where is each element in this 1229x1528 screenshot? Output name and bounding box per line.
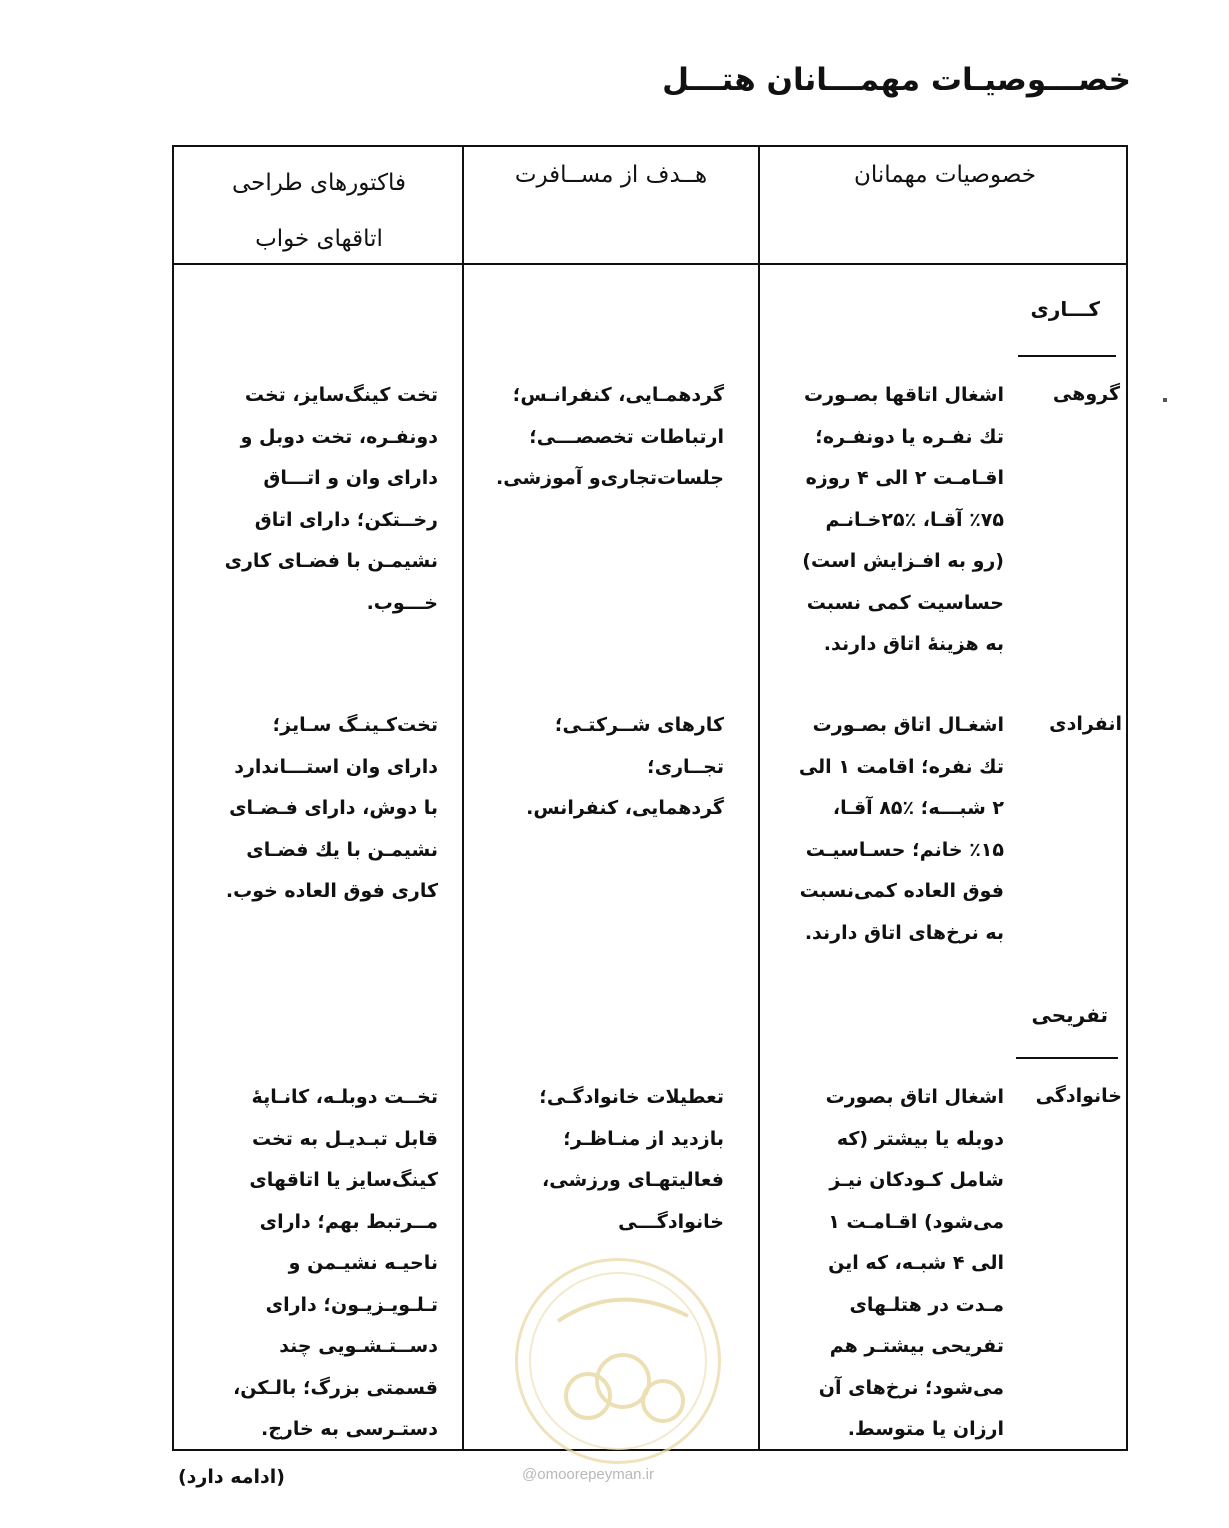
row-label-family: خانوادگی bbox=[1035, 1085, 1122, 1107]
row-family-factors: تخــت دوبلـه، کانـاپهٔ قابل تبـدیـل به تخت کینگ‌سایز یا اتاقهای مــرتبط بهم؛ دارای ناحیـه نشیـمن و تـلـویـزیـون؛ دارای دســتـشـویی چند قسمتی بزرگ؛ بالـکن، دستـرسی به خارج. bbox=[233, 1086, 438, 1440]
continued-note: (ادامه دارد) bbox=[178, 1466, 285, 1488]
watermark-url: @omoorepeyman.ir bbox=[522, 1466, 654, 1483]
header-travel-purpose: هــدف از مســافرت bbox=[514, 162, 708, 188]
category-business: کـــاری bbox=[1030, 297, 1100, 321]
row-family-features: اشغال اتاق بصورت دوبله یا بیشتر (که شامل کـودکان نیـز می‌شود) اقـامـت ۱ الی ۴ شبـه، که این مـدت در هتلـهای تفریحی بیشتـر هم می‌شود؛ نرخ‌های آن ارزان یا متوسط. bbox=[818, 1086, 1004, 1440]
row-family-purpose: تعطیلات خانوادگـی؛ بازدید از منـاظـر؛ فعالیتهـای ورزشی، خانوادگـــی bbox=[539, 1086, 724, 1233]
row-individual-purpose: کارهای شــرکتـی؛ تجــاری؛ گردهمایی، کنفرانس. bbox=[526, 714, 724, 819]
margin-mark bbox=[1163, 398, 1167, 402]
column-divider bbox=[758, 147, 760, 1449]
category-underline bbox=[1018, 355, 1116, 357]
page-title: خصـــوصیـات مهمـــانان هتـــل bbox=[662, 62, 1131, 98]
header-guest-features: خصوصیات مهمانان bbox=[853, 162, 1036, 188]
header-design-factors: فاکتورهای طراحی اتاقهای خواب bbox=[231, 170, 407, 252]
row-label-individual: انفرادی bbox=[1049, 713, 1122, 735]
row-label-group: گروهی bbox=[1052, 383, 1120, 405]
watermark-logo bbox=[515, 1258, 721, 1464]
row-individual-features: اشغـال اتاق بصـورت تك نفره؛ اقامت ۱ الی ۲ شبـــه؛ ٪۸۵ آقـا، ٪۱۵ خانم؛ حسـاسیـت فوق العاده کمی‌نسبت به نرخ‌های اتاق دارند. bbox=[798, 714, 1004, 944]
category-underline bbox=[1016, 1057, 1118, 1059]
category-leisure: تفریحی bbox=[1031, 1003, 1108, 1027]
watermark-seal-icon bbox=[518, 1261, 718, 1461]
row-group-purpose: گردهمـایی، کنفرانـس؛ ارتباطات تخصصـــی؛ جلسات‌تجاری‌و آموزشی. bbox=[496, 384, 724, 489]
row-individual-factors: تخت‌کـینـگ سـایز؛ دارای وان استـــاندارد با دوش، دارای فـضـای نشیمـن با یك فضـای کاری فوق العاده خوب. bbox=[225, 714, 438, 902]
row-group-features: اشغال اتاقها بصـورت تك نفـره یا دونفـره؛ اقـامـت ۲ الی ۴ روزه ٪۷۵ آقـا، ٪۲۵خـانـم (رو به افـزایش است) حساسیت کمی نسبت به هزینهٔ اتاق دارند. bbox=[802, 384, 1004, 655]
guest-table bbox=[172, 145, 1128, 1451]
row-group-factors: تخت کینگ‌سایز، تخت دونفـره، تخت دوبل و دارای وان و اتـــاق رخــتکن؛ دارای اتاق نشیمـن با فضـای کاری خـــوب. bbox=[224, 384, 438, 614]
